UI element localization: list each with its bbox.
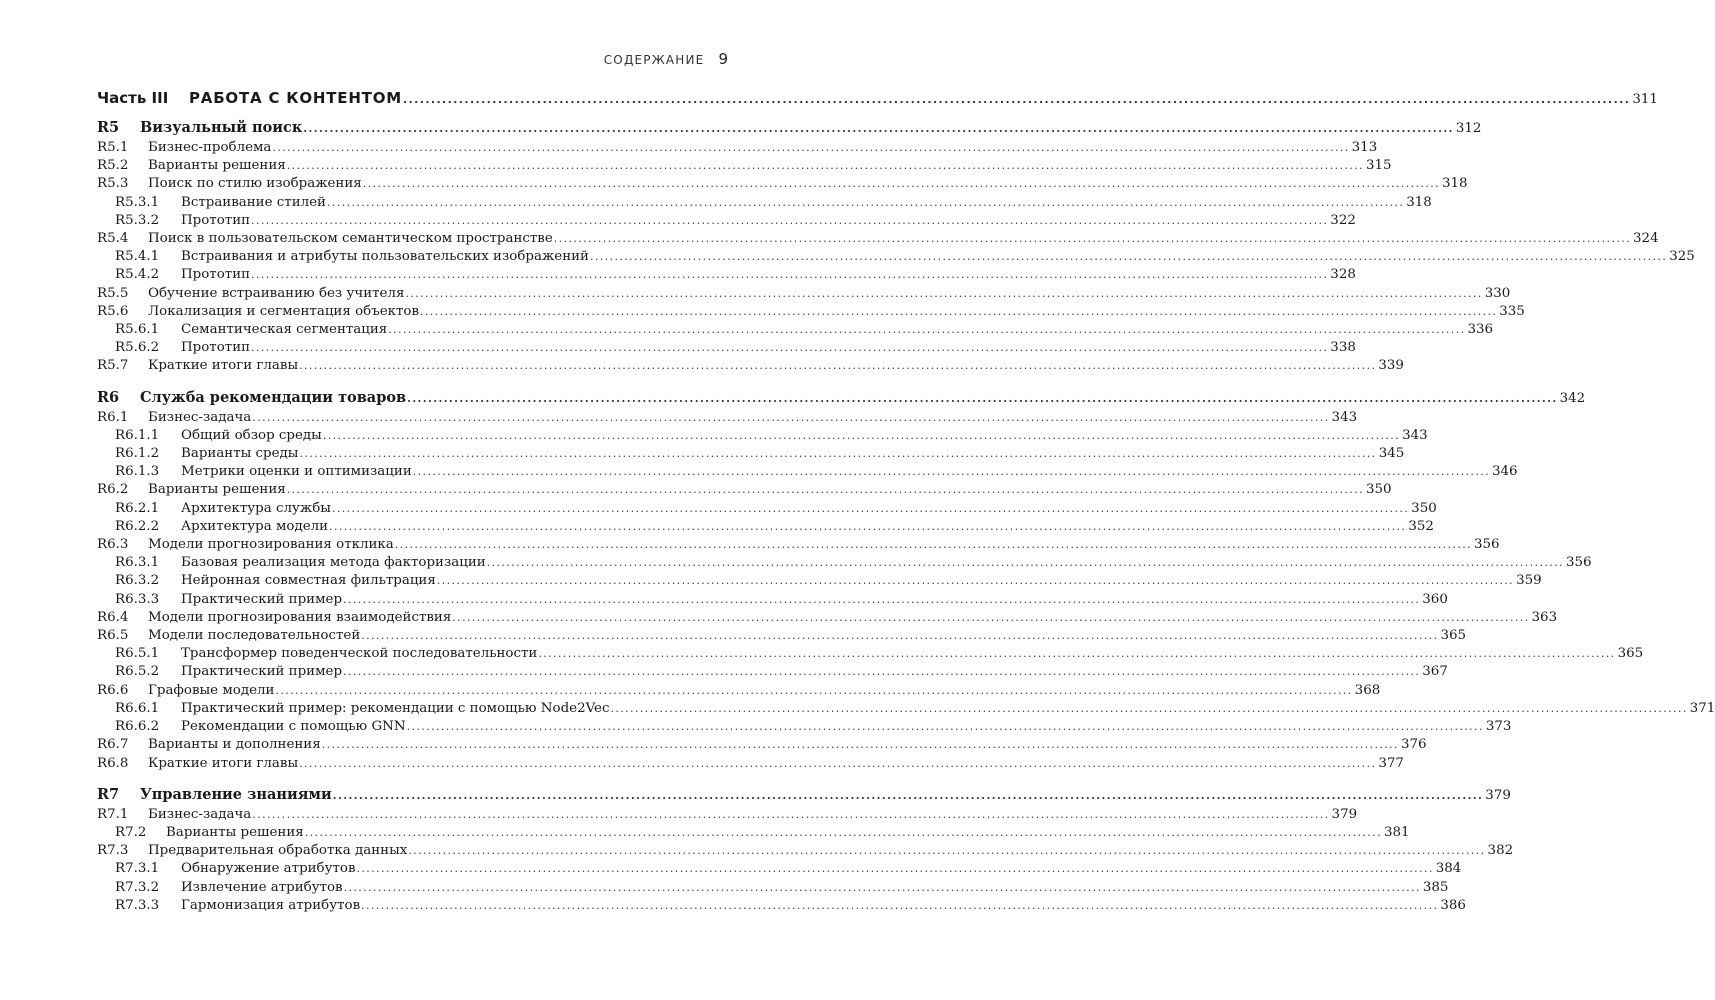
table-of-contents	[97, 88, 1715, 915]
subsection-title: Трансформер поведенческой последовательности	[181, 646, 538, 662]
section-number: R7.1	[97, 806, 129, 822]
page-ref: 328	[1330, 267, 1356, 283]
section-title: Модели прогнозирования взаимодействия	[148, 609, 452, 625]
subsection-number: R6.1.1	[115, 427, 160, 443]
toc-section[interactable]	[97, 842, 1514, 860]
leader-dots: ............................................................................................................................................................................................................................	[299, 756, 1377, 770]
page-ref: 386	[1440, 897, 1466, 913]
toc-subsection[interactable]	[97, 554, 1592, 572]
toc-subsection[interactable]	[97, 463, 1518, 481]
toc-chapter-r6[interactable]	[97, 388, 1586, 409]
section-number: R6.4	[97, 609, 129, 625]
section-title: Краткие итоги главы	[148, 755, 299, 771]
chapter-number: R6	[97, 388, 120, 406]
section-number: R6.2	[97, 482, 129, 498]
section-title: Варианты и дополнения	[148, 737, 321, 753]
chapter-title: Служба рекомендации товаров	[140, 388, 407, 406]
page-ref: 318	[1441, 176, 1468, 192]
page-ref: 336	[1467, 322, 1494, 338]
section-title: Модели последовательностей	[148, 628, 361, 644]
page-ref: 365	[1617, 646, 1644, 662]
page-ref: 330	[1484, 285, 1511, 301]
leader-dots: ............................................................................................................................................................................................................................	[388, 323, 1466, 337]
leader-dots: ............................................................................................................................................................................................................................	[394, 538, 1473, 552]
leader-dots: ............................................................................................................................................................................................................................	[589, 250, 1668, 264]
section-title: Бизнес-задача	[148, 806, 252, 822]
leader-dots: ............................................................................................................................................................................................................................	[304, 825, 1382, 839]
leader-dots: ............................................................................................................................................................................................................................	[321, 738, 1399, 752]
subsection-title: Практический пример: рекомендации с помощью Node2Vec	[181, 700, 610, 716]
chapter-title: Визуальный поиск	[140, 119, 303, 136]
subsection-title: Общий обзор среды	[181, 427, 322, 443]
subsection-number: R6.1.2	[115, 446, 160, 462]
toc-section[interactable]	[97, 824, 1410, 842]
toc-section[interactable]	[97, 285, 1511, 303]
subsection-title: Базовая реализация метода факторизации	[181, 555, 486, 571]
part-title: РАБОТА С КОНТЕНТОМ	[189, 89, 402, 107]
toc-section[interactable]	[97, 481, 1392, 499]
page-ref: 359	[1516, 573, 1542, 589]
leader-dots: ............................................................................................................................................................................................................................	[343, 880, 1421, 894]
leader-dots: ............................................................................................................................................................................................................................	[406, 720, 1484, 734]
subsection-title: Извлечение атрибутов	[181, 879, 343, 895]
section-title: Бизнес-проблема	[148, 140, 272, 155]
page-ref: 345	[1378, 446, 1405, 462]
subsection-number: R6.1.3	[115, 464, 160, 480]
page-ref: 343	[1331, 409, 1358, 425]
section-number: R5.1	[97, 140, 129, 155]
subsection-number: R7.3.3	[115, 897, 160, 913]
page-ref: 365	[1440, 628, 1467, 644]
subsection-number: R7.3.2	[115, 879, 160, 895]
subsection-number: R6.6.2	[115, 719, 160, 735]
page-number: 9	[718, 50, 728, 68]
leader-dots: ............................................................................................................................................................................................................................	[326, 195, 1405, 209]
toc-section[interactable]	[97, 682, 1381, 700]
page-ref: 382	[1487, 843, 1514, 859]
toc-section[interactable]	[97, 175, 1468, 193]
section-title: Поиск по стилю изображения	[148, 176, 362, 192]
section-title: Бизнес-задача	[148, 409, 252, 425]
page-ref: 356	[1565, 555, 1592, 571]
toc-part-entry[interactable]	[97, 88, 1658, 110]
leader-dots: ............................................................................................................................................................................................................................	[275, 683, 1353, 697]
section-title: Модели прогнозирования отклика	[148, 537, 394, 553]
leader-dots: ............................................................................................................................................................................................................................	[361, 898, 1439, 912]
toc-section[interactable]	[97, 736, 1427, 754]
section-number: R5.4	[97, 231, 129, 247]
toc-section[interactable]	[97, 627, 1467, 645]
subsection-number: R6.2.1	[115, 500, 160, 516]
section-number: R6.5	[97, 628, 129, 644]
toc-subsection[interactable]	[97, 572, 1542, 590]
page-ref: 385	[1422, 879, 1449, 895]
subsection-title: Архитектура службы	[181, 500, 331, 516]
page-ref: 363	[1531, 609, 1558, 625]
leader-dots: ............................................................................................................................................................................................................................	[452, 610, 1530, 624]
leader-dots: ............................................................................................................................................................................................................................	[343, 592, 1421, 606]
subsection-title: Обнаружение атрибутов	[181, 861, 356, 877]
page-ref: 311	[1632, 92, 1658, 107]
leader-dots: ............................................................................................................................................................................................................................	[303, 122, 1454, 135]
toc-subsection[interactable]	[97, 879, 1449, 897]
running-header	[604, 50, 728, 68]
section-number: R5.6	[97, 303, 129, 319]
subsection-number: R6.2.2	[115, 518, 160, 534]
subsection-title: Встраивания и атрибуты пользовательских изображений	[181, 249, 589, 265]
page-ref: 352	[1408, 518, 1434, 534]
leader-dots: ............................................................................................................................................................................................................................	[538, 647, 1616, 661]
toc-subsection[interactable]	[97, 266, 1356, 284]
leader-dots: ............................................................................................................................................................................................................................	[412, 465, 1491, 479]
toc-section[interactable]	[97, 755, 1404, 773]
toc-section[interactable]	[97, 536, 1500, 554]
toc-chapter-r7[interactable]	[97, 785, 1511, 806]
page-ref: 312	[1455, 121, 1482, 136]
section-title: Поиск в пользовательском семантическом пространстве	[148, 231, 553, 247]
leader-dots: ............................................................................................................................................................................................................................	[486, 556, 1564, 570]
toc-subsection[interactable]	[97, 212, 1356, 230]
subsection-title: Архитектура модели	[181, 518, 329, 534]
page-ref: 379	[1331, 806, 1358, 822]
running-header-label: СОДЕРЖАНИЕ	[603, 53, 705, 67]
chapter-number: R7	[97, 785, 120, 803]
part-number: Часть III	[97, 89, 169, 107]
leader-dots: ............................................................................................................................................................................................................................	[251, 341, 1329, 355]
section-number: R5.2	[97, 158, 129, 174]
toc-section[interactable]	[97, 303, 1525, 321]
toc-chapter-r5[interactable]	[97, 118, 1482, 139]
leader-dots: ............................................................................................................................................................................................................................	[299, 359, 1377, 373]
page-ref: 367	[1422, 664, 1448, 680]
section-title: Предварительная обработка данных	[148, 843, 408, 859]
page-ref: 335	[1499, 303, 1525, 319]
leader-dots: ............................................................................................................................................................................................................................	[356, 862, 1434, 876]
page-ref: 368	[1354, 682, 1381, 698]
section-number: R7.3	[97, 843, 129, 859]
page-ref: 346	[1492, 464, 1518, 480]
section-number: R6.3	[97, 537, 129, 553]
subsection-number: R6.3.1	[115, 555, 160, 571]
toc-section[interactable]	[97, 806, 1358, 824]
section-title: Обучение встраиванию без учителя	[148, 285, 405, 301]
subsection-number: R5.3.1	[115, 194, 160, 210]
toc-section[interactable]	[97, 157, 1392, 175]
page-ref: 339	[1378, 358, 1404, 374]
subsection-title: Прототип	[181, 267, 251, 283]
leader-dots: ............................................................................................................................................................................................................................	[251, 268, 1329, 282]
leader-dots: ............................................................................................................................................................................................................................	[252, 410, 1330, 424]
subsection-number: R7.3.1	[115, 861, 160, 877]
section-number: R6.1	[97, 409, 129, 425]
leader-dots: ............................................................................................................................................................................................................................	[299, 447, 1377, 461]
page-ref: 379	[1485, 787, 1511, 803]
toc-subsection[interactable]	[97, 321, 1494, 339]
subsection-number: R6.3.2	[115, 573, 160, 589]
page-ref: 381	[1383, 824, 1410, 840]
leader-dots: ............................................................................................................................................................................................................................	[361, 629, 1439, 643]
toc-section[interactable]	[97, 230, 1659, 248]
subsection-title: Метрики оценки и оптимизации	[181, 464, 412, 480]
leader-dots: ............................................................................................................................................................................................................................	[405, 286, 1483, 300]
section-title: Варианты решения	[166, 824, 304, 840]
leader-dots: ............................................................................................................................................................................................................................	[332, 788, 1484, 802]
page-ref: 325	[1669, 249, 1695, 265]
subsection-title: Нейронная совместная фильтрация	[181, 573, 436, 589]
page-ref: 373	[1485, 719, 1512, 735]
leader-dots: ............................................................................................................................................................................................................................	[343, 665, 1421, 679]
subsection-number: R6.5.1	[115, 646, 160, 662]
subsection-number: R5.6.1	[115, 322, 160, 338]
section-number: R6.6	[97, 682, 129, 698]
section-number: R7.2	[115, 824, 147, 840]
page-ref: 371	[1689, 700, 1715, 716]
leader-dots: ............................................................................................................................................................................................................................	[408, 844, 1486, 858]
subsection-number: R5.4.2	[115, 267, 160, 283]
section-number: R5.7	[97, 358, 129, 374]
toc-section[interactable]	[97, 139, 1378, 157]
section-title: Краткие итоги главы	[148, 358, 299, 374]
toc-subsection[interactable]	[97, 518, 1434, 536]
page-ref: 350	[1411, 500, 1437, 516]
subsection-title: Практический пример	[181, 591, 343, 607]
toc-section[interactable]	[97, 609, 1558, 627]
page-ref: 384	[1435, 861, 1462, 877]
toc-subsection[interactable]	[97, 500, 1437, 518]
page-ref: 315	[1365, 158, 1392, 174]
page-ref: 356	[1474, 537, 1500, 553]
subsection-title: Прототип	[181, 212, 251, 228]
leader-dots: ............................................................................................................................................................................................................................	[329, 519, 1407, 533]
leader-dots: ............................................................................................................................................................................................................................	[610, 701, 1688, 715]
page-ref: 343	[1402, 427, 1428, 443]
section-number: R5.5	[97, 285, 129, 301]
subsection-number: R6.6.1	[115, 700, 160, 716]
leader-dots: ............................................................................................................................................................................................................................	[407, 391, 1558, 405]
leader-dots: ............................................................................................................................................................................................................................	[553, 232, 1632, 246]
toc-subsection[interactable]	[97, 339, 1356, 357]
toc-subsection[interactable]	[97, 427, 1428, 445]
leader-dots: ............................................................................................................................................................................................................................	[272, 141, 1350, 154]
toc-section[interactable]	[97, 409, 1358, 427]
leader-dots: ............................................................................................................................................................................................................................	[286, 159, 1364, 173]
leader-dots: ............................................................................................................................................................................................................................	[420, 304, 1498, 318]
subsection-title: Семантическая сегментация	[181, 322, 388, 338]
page-ref: 338	[1330, 340, 1356, 356]
toc-subsection[interactable]	[97, 248, 1695, 266]
subsection-title: Встраивание стилей	[181, 194, 326, 210]
toc-subsection[interactable]	[97, 718, 1512, 736]
subsection-title: Рекомендации с помощью GNN	[181, 719, 406, 735]
toc-subsection[interactable]	[97, 591, 1448, 609]
toc-subsection[interactable]	[97, 897, 1466, 915]
subsection-number: R5.6.2	[115, 340, 160, 356]
chapter-title: Управление знаниями	[140, 785, 332, 803]
section-title: Графовые модели	[148, 682, 275, 698]
section-number: R6.8	[97, 755, 129, 771]
leader-dots: ............................................................................................................................................................................................................................	[322, 428, 1401, 442]
page-ref: 376	[1400, 737, 1427, 753]
page-ref: 324	[1633, 231, 1659, 247]
page-ref: 313	[1351, 140, 1378, 155]
leader-dots: ............................................................................................................................................................................................................................	[403, 93, 1631, 106]
section-title: Варианты решения	[148, 482, 286, 498]
leader-dots: ............................................................................................................................................................................................................................	[331, 501, 1410, 515]
chapter-number: R5	[97, 119, 120, 136]
toc-subsection[interactable]	[97, 663, 1448, 681]
toc-subsection[interactable]	[97, 194, 1432, 212]
section-title: Варианты решения	[148, 158, 286, 174]
page-ref: 322	[1330, 212, 1356, 228]
subsection-title: Практический пример	[181, 664, 343, 680]
toc-subsection[interactable]	[97, 445, 1405, 463]
subsection-title: Прототип	[181, 340, 251, 356]
subsection-title: Варианты среды	[181, 446, 299, 462]
leader-dots: ............................................................................................................................................................................................................................	[252, 807, 1330, 821]
subsection-number: R5.4.1	[115, 249, 160, 265]
subsection-number: R6.5.2	[115, 664, 160, 680]
section-number: R6.7	[97, 737, 129, 753]
toc-section[interactable]	[97, 357, 1404, 375]
page-ref: 342	[1559, 390, 1586, 406]
page-ref: 360	[1422, 591, 1448, 607]
subsection-title: Гармонизация атрибутов	[181, 897, 361, 913]
toc-subsection[interactable]	[97, 860, 1462, 878]
section-title: Локализация и сегментация объектов	[148, 303, 420, 319]
page-ref: 350	[1365, 482, 1392, 498]
leader-dots: ............................................................................................................................................................................................................................	[362, 177, 1440, 191]
leader-dots: ............................................................................................................................................................................................................................	[286, 483, 1364, 497]
leader-dots: ............................................................................................................................................................................................................................	[436, 574, 1515, 588]
page-ref: 377	[1378, 755, 1404, 771]
leader-dots: ............................................................................................................................................................................................................................	[251, 213, 1329, 227]
subsection-number: R6.3.3	[115, 591, 160, 607]
toc-subsection[interactable]	[97, 700, 1715, 718]
subsection-number: R5.3.2	[115, 212, 160, 228]
section-number: R5.3	[97, 176, 129, 192]
page-ref: 318	[1406, 194, 1432, 210]
toc-subsection[interactable]	[97, 645, 1644, 663]
